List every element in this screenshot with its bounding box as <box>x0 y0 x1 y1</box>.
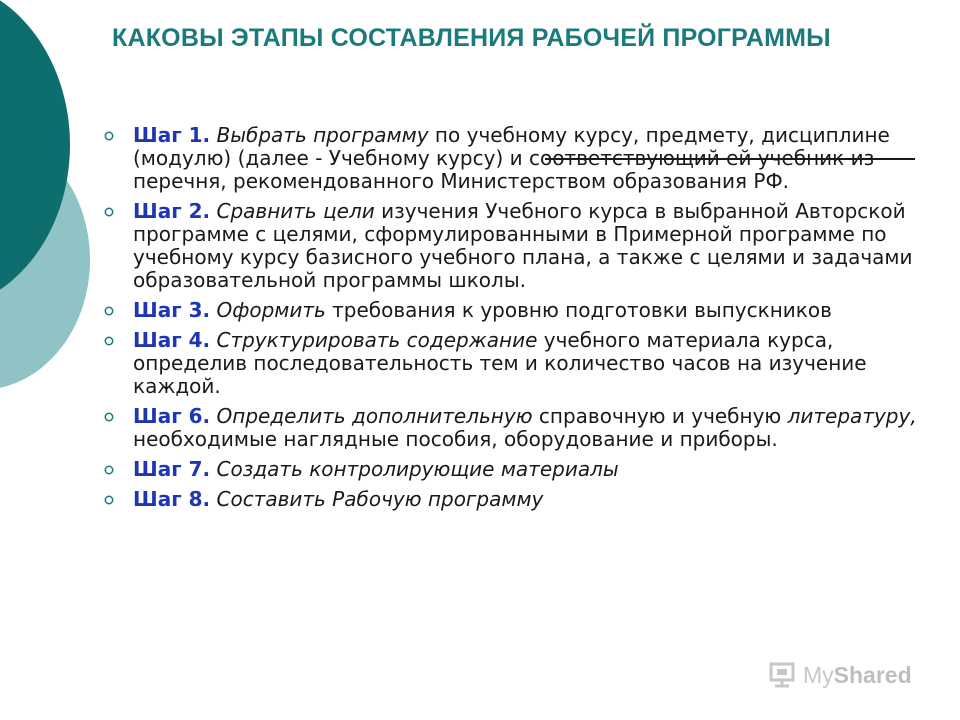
step-action: Создать контролирующие материалы <box>216 457 619 481</box>
ring-bullet-icon <box>104 131 114 141</box>
step-number: Шаг 4. <box>133 328 211 352</box>
step-item <box>100 200 920 292</box>
watermark-logo <box>769 660 912 690</box>
step-number: Шаг 2. <box>133 199 211 223</box>
step-text: по учебному курсу, предмету, дисциплине (модулю) (далее - Учебному курсу) и соответствующий ей учебник из перечня, рекомендованного Министерством образования РФ. <box>133 123 890 193</box>
step-number: Шаг 8. <box>133 487 211 511</box>
step-number: Шаг 1. <box>133 123 211 147</box>
step-action: Оформить <box>216 298 326 322</box>
step-item <box>100 299 920 322</box>
ring-bullet-icon <box>104 207 114 217</box>
step-text: необходимые наглядные пособия, оборудование и приборы. <box>133 427 778 451</box>
watermark-text-my: My <box>803 661 834 688</box>
step-action: Определить дополнительную <box>216 404 533 428</box>
ring-bullet-icon <box>104 412 114 422</box>
step-number: Шаг 7. <box>133 457 211 481</box>
step-action: Сравнить цели <box>216 199 375 223</box>
step-item <box>100 405 920 451</box>
step-number: Шаг 6. <box>133 404 211 428</box>
watermark-text-shared: Shared <box>833 661 912 688</box>
step-text: требования к уровню подготовки выпускников <box>325 298 832 322</box>
step-text: учебного материала курса, определив последовательность тем и количество часов на изучение каждой. <box>133 328 867 398</box>
step-text: изучения Учебного курса в выбранной Авторской программе с целями, сформулированными в Примерной программе по учебному курсу базисного учебного плана, а также с целями и задачами образовательной программы школы. <box>133 199 913 292</box>
step-item <box>100 458 920 481</box>
ring-bullet-icon <box>104 465 114 475</box>
step-action: Выбрать программу <box>216 123 429 147</box>
ring-bullet-icon <box>104 336 114 346</box>
step-item <box>100 488 920 511</box>
step-number: Шаг 3. <box>133 298 211 322</box>
step-text: справочную и учебную <box>532 404 788 428</box>
slide-title: КАКОВЫ ЭТАПЫ СОСТАВЛЕНИЯ РАБОЧЕЙ ПРОГРАММЫ <box>112 24 831 52</box>
presentation-icon <box>769 662 799 688</box>
step-item <box>100 124 920 193</box>
step-action: Структурировать содержание <box>216 328 538 352</box>
ring-bullet-icon <box>104 495 114 505</box>
step-action: литературу, <box>787 404 917 428</box>
step-action: Составить Рабочую программу <box>216 487 544 511</box>
step-item <box>100 329 920 398</box>
steps-list <box>100 124 920 518</box>
ring-bullet-icon <box>104 306 114 316</box>
